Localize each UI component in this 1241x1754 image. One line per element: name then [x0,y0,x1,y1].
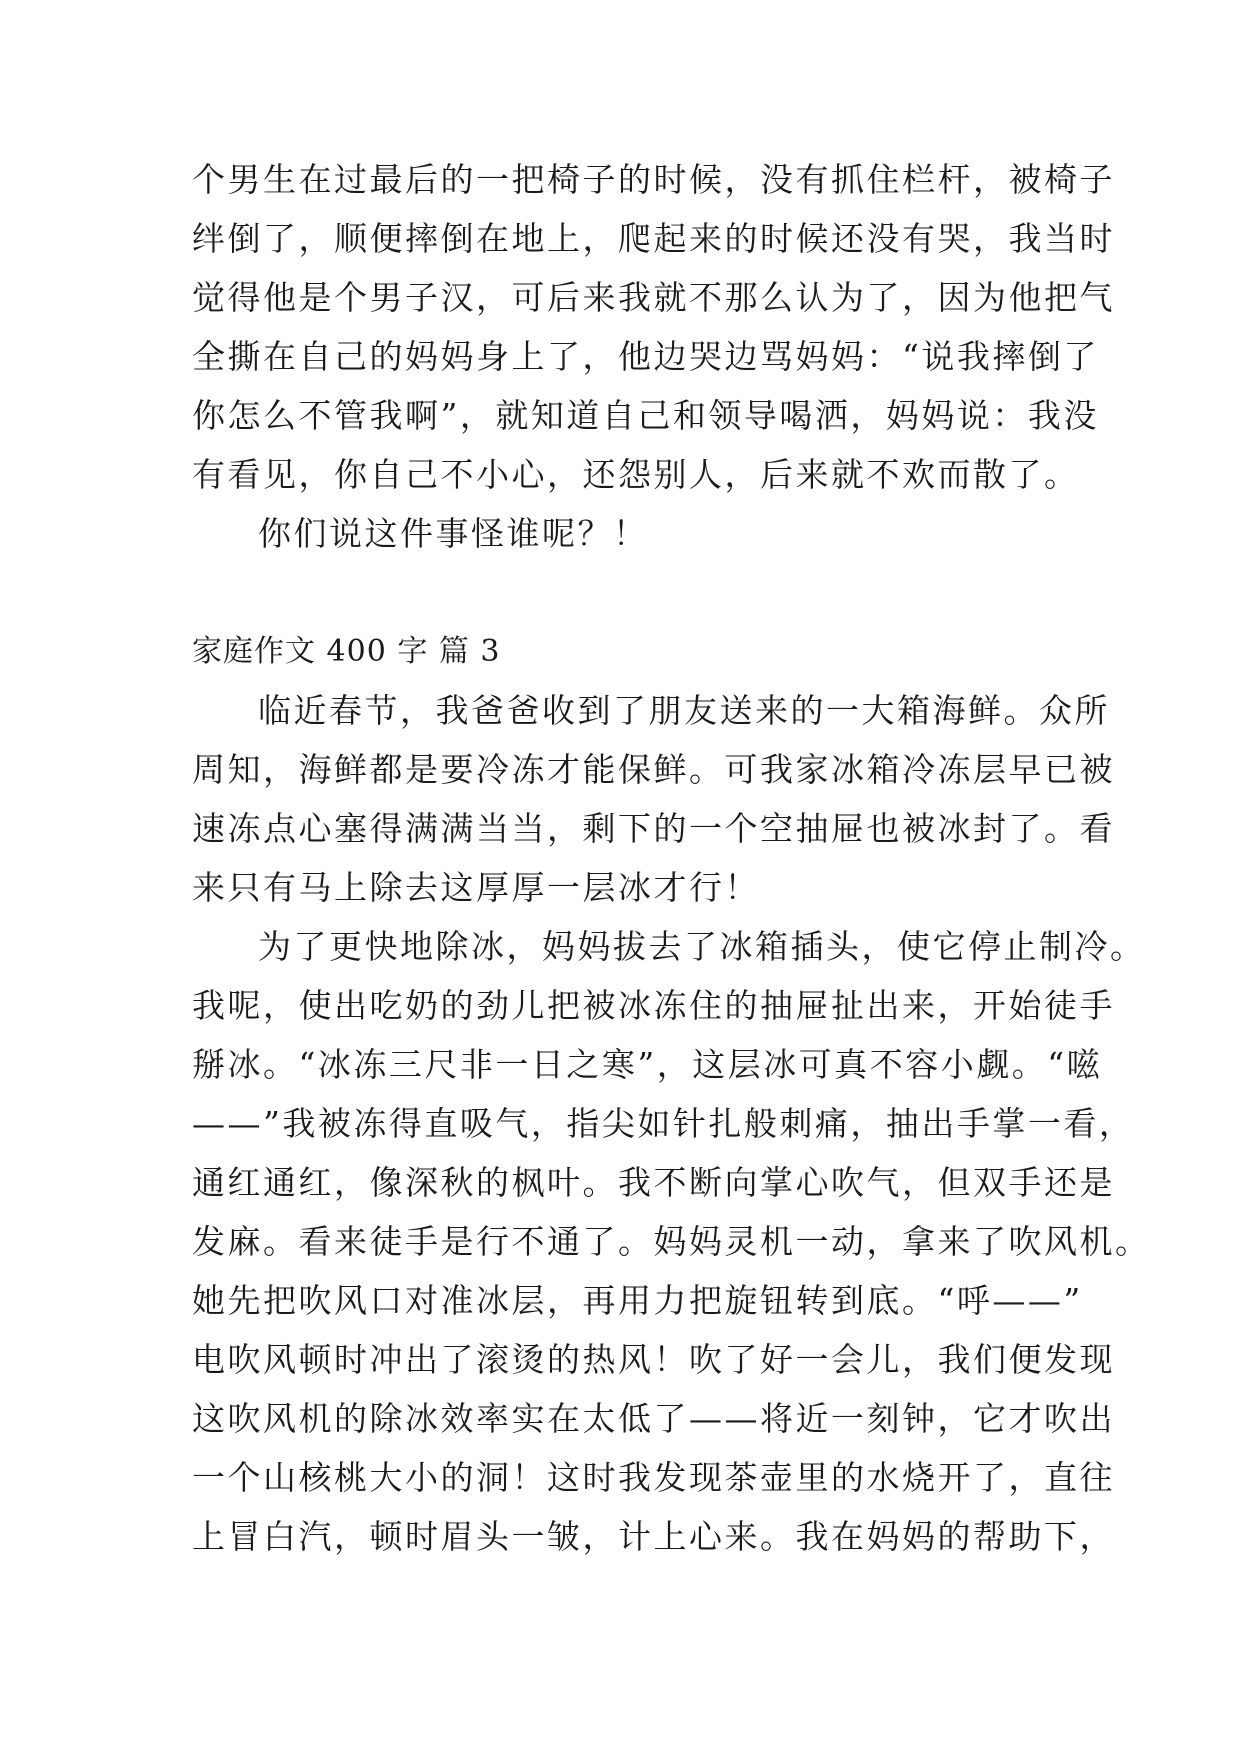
paragraph-2 [192,917,1151,1566]
text-line: 全撕在自己的妈妈身上了，他边哭边骂妈妈：“说我摔倒了 [192,337,1099,376]
paragraph-1 [192,681,1115,917]
text-line: 速冻点心塞得满满当当，剩下的一个空抽屉也被冰封了。看 [192,809,1115,848]
text-line: 觉得他是个男子汉，可后来我就不那么认为了，因为他把气 [192,278,1115,317]
section-gap [192,563,1052,622]
text-line: 这吹风机的除冰效率实在太低了——将近一刻钟，它才吹出 [192,1399,1115,1438]
text-line: 上冒白汽，顿时眉头一皱，计上心来。我在妈妈的帮助下， [192,1517,1115,1556]
text-line: 她先把吹风口对准冰层，再用力把旋钮转到底。“呼——” [192,1281,1083,1320]
text-line: 我呢，使出吃奶的劲儿把被冰冻住的抽屉扯出来，开始徒手 [192,986,1115,1025]
text-line: 临近春节，我爸爸收到了朋友送来的一大箱海鲜。众所 [258,691,1110,730]
section-title: 家庭作文 400 字 篇 3 [192,634,501,669]
text-line: 掰冰。“冰冻三尺非一日之寒”，这层冰可真不容小觑。“嗞 [192,1045,1103,1084]
previous-story-paragraph [192,150,1115,504]
text-line: 个男生在过最后的一把椅子的时候，没有抓住栏杆，被椅子 [192,160,1115,199]
text-line: 有看见，你自己不小心，还怨别人，后来就不欢而散了。 [192,455,1080,494]
text-line: 你怎么不管我啊”，就知道自己和领导喝洒，妈妈说：我没 [192,396,1099,435]
text-line: ——”我被冻得直吸气，指尖如针扎般刺痛，抽出手掌一看， [192,1104,1135,1143]
text-line: 为了更快地除冰，妈妈拔去了冰箱插头，使它停止制冷。 [258,927,1146,966]
text-line: 发麻。看来徒手是行不通了。妈妈灵机一动，拿来了吹风机。 [192,1222,1151,1261]
text-line: 一个山核桃大小的洞！这时我发现茶壶里的水烧开了，直往 [192,1458,1115,1497]
text-line: 周知，海鲜都是要冷冻才能保鲜。可我家冰箱冷冻层早已被 [192,750,1115,789]
text-line: 绊倒了，顺便摔倒在地上，爬起来的时候还没有哭，我当时 [192,219,1115,258]
document-body [192,150,1151,1566]
text-line: 电吹风顿时冲出了滚烫的热风！吹了好一会儿，我们便发现 [192,1340,1115,1379]
text-line: 来只有马上除去这厚厚一层冰才行！ [192,868,760,907]
closing-question: 你们说这件事怪谁呢？！ [258,514,649,553]
text-line: 通红通红，像深秋的枫叶。我不断向掌心吹气，但双手还是 [192,1163,1115,1202]
